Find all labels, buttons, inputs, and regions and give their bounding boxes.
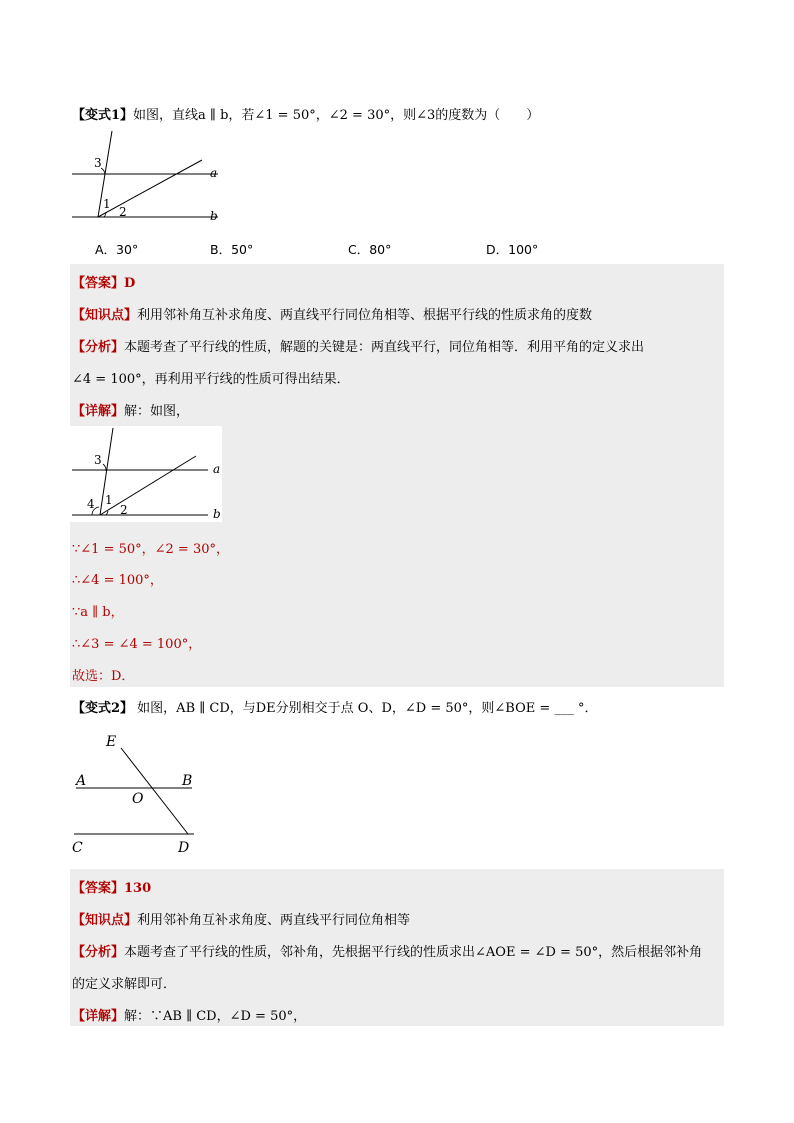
option-d: D．100° (486, 242, 539, 257)
answer-value: 130 (124, 881, 152, 896)
point-label-b: B (182, 773, 193, 789)
figure-a1 (70, 426, 222, 522)
analysis-text-1: 本题考查了平行线的性质，邻补角，先根据平行线的性质求出∠AOE = ∠D = 50°，然后根据邻补角 (124, 945, 703, 960)
answer-block-2 (70, 869, 724, 1026)
figure-label-b: b (210, 209, 218, 223)
figure-label-1: 1 (105, 493, 113, 507)
detail-tag: 【详解】 (72, 1009, 125, 1024)
option-a: A．30° (95, 242, 139, 257)
analysis-text-1: 本题考查了平行线的性质，解题的关键是：两直线平行，同位角相等．利用平角的定义求出 (124, 340, 645, 355)
knowledge-tag: 【知识点】 (72, 913, 138, 928)
step-2: ∴∠4 = 100°， (72, 573, 163, 588)
figure-label-2: 2 (120, 503, 128, 517)
analysis-tag: 【分析】 (72, 945, 125, 960)
analysis-text-2: ∠4 = 100°，再利用平行线的性质可得出结果． (72, 372, 350, 387)
step-3: ∵a ∥ b， (72, 605, 124, 620)
knowledge-text: 利用邻补角互补求角度、两直线平行同位角相等、根据平行线的性质求角的度数 (137, 308, 593, 323)
question-stem: 如图，AB ∥ CD，与DE分别相交于点 O、D，∠D = 50°，则∠BOE = ___ °． (133, 701, 598, 716)
analysis-text-2: 的定义求解即可． (72, 977, 177, 992)
step-5: 故选：D． (72, 669, 135, 684)
figure-label-1: 1 (103, 197, 111, 211)
analysis-tag: 【分析】 (72, 340, 125, 355)
answer-value: D (124, 276, 136, 291)
step-1: ∵∠1 = 50°，∠2 = 30°， (72, 542, 229, 557)
figure-label-4: 4 (87, 497, 95, 511)
point-label-c: C (72, 840, 83, 856)
figure-q1 (70, 128, 230, 228)
knowledge-tag: 【知识点】 (72, 308, 138, 323)
answer-tag: 【答案】 (72, 881, 125, 896)
knowledge-row (72, 909, 410, 928)
point-label-a: A (76, 773, 87, 789)
point-label-e: E (106, 734, 117, 750)
question-tag: 【变式2】 (72, 701, 134, 716)
analysis-row (72, 336, 644, 355)
figure-label-3: 3 (94, 156, 102, 170)
figure-q2 (70, 728, 210, 860)
detail-text: 解：∵AB ∥ CD，∠D = 50°， (124, 1009, 307, 1024)
point-label-o: O (132, 791, 144, 807)
figure-label-2: 2 (119, 205, 127, 219)
answer-row (72, 877, 151, 896)
answer-row (72, 272, 135, 291)
knowledge-row (72, 304, 592, 323)
step-4: ∴∠3 = ∠4 = 100°， (72, 637, 202, 652)
detail-tag: 【详解】 (72, 404, 125, 419)
question-1 (72, 104, 539, 123)
option-c: C．80° (348, 242, 392, 257)
knowledge-text: 利用邻补角互补求角度、两直线平行同位角相等 (137, 913, 411, 928)
figure-label-3: 3 (94, 453, 102, 467)
figure-label-b: b (213, 507, 221, 521)
detail-row (72, 400, 189, 419)
answer-block-1 (70, 264, 724, 687)
question-2 (72, 697, 598, 716)
point-label-d: D (178, 840, 190, 856)
answer-tag: 【答案】 (72, 276, 125, 291)
figure-label-a: a (210, 166, 218, 180)
option-b: B．50° (210, 242, 254, 257)
analysis-row (72, 941, 702, 960)
detail-text: 解：如图， (124, 404, 190, 419)
question-stem: 如图，直线a ∥ b，若∠1 = 50°，∠2 = 30°，则∠3的度数为（ ） (133, 108, 540, 123)
question-tag: 【变式1】 (72, 108, 134, 123)
figure-label-a: a (213, 462, 221, 476)
detail-row (72, 1005, 306, 1024)
